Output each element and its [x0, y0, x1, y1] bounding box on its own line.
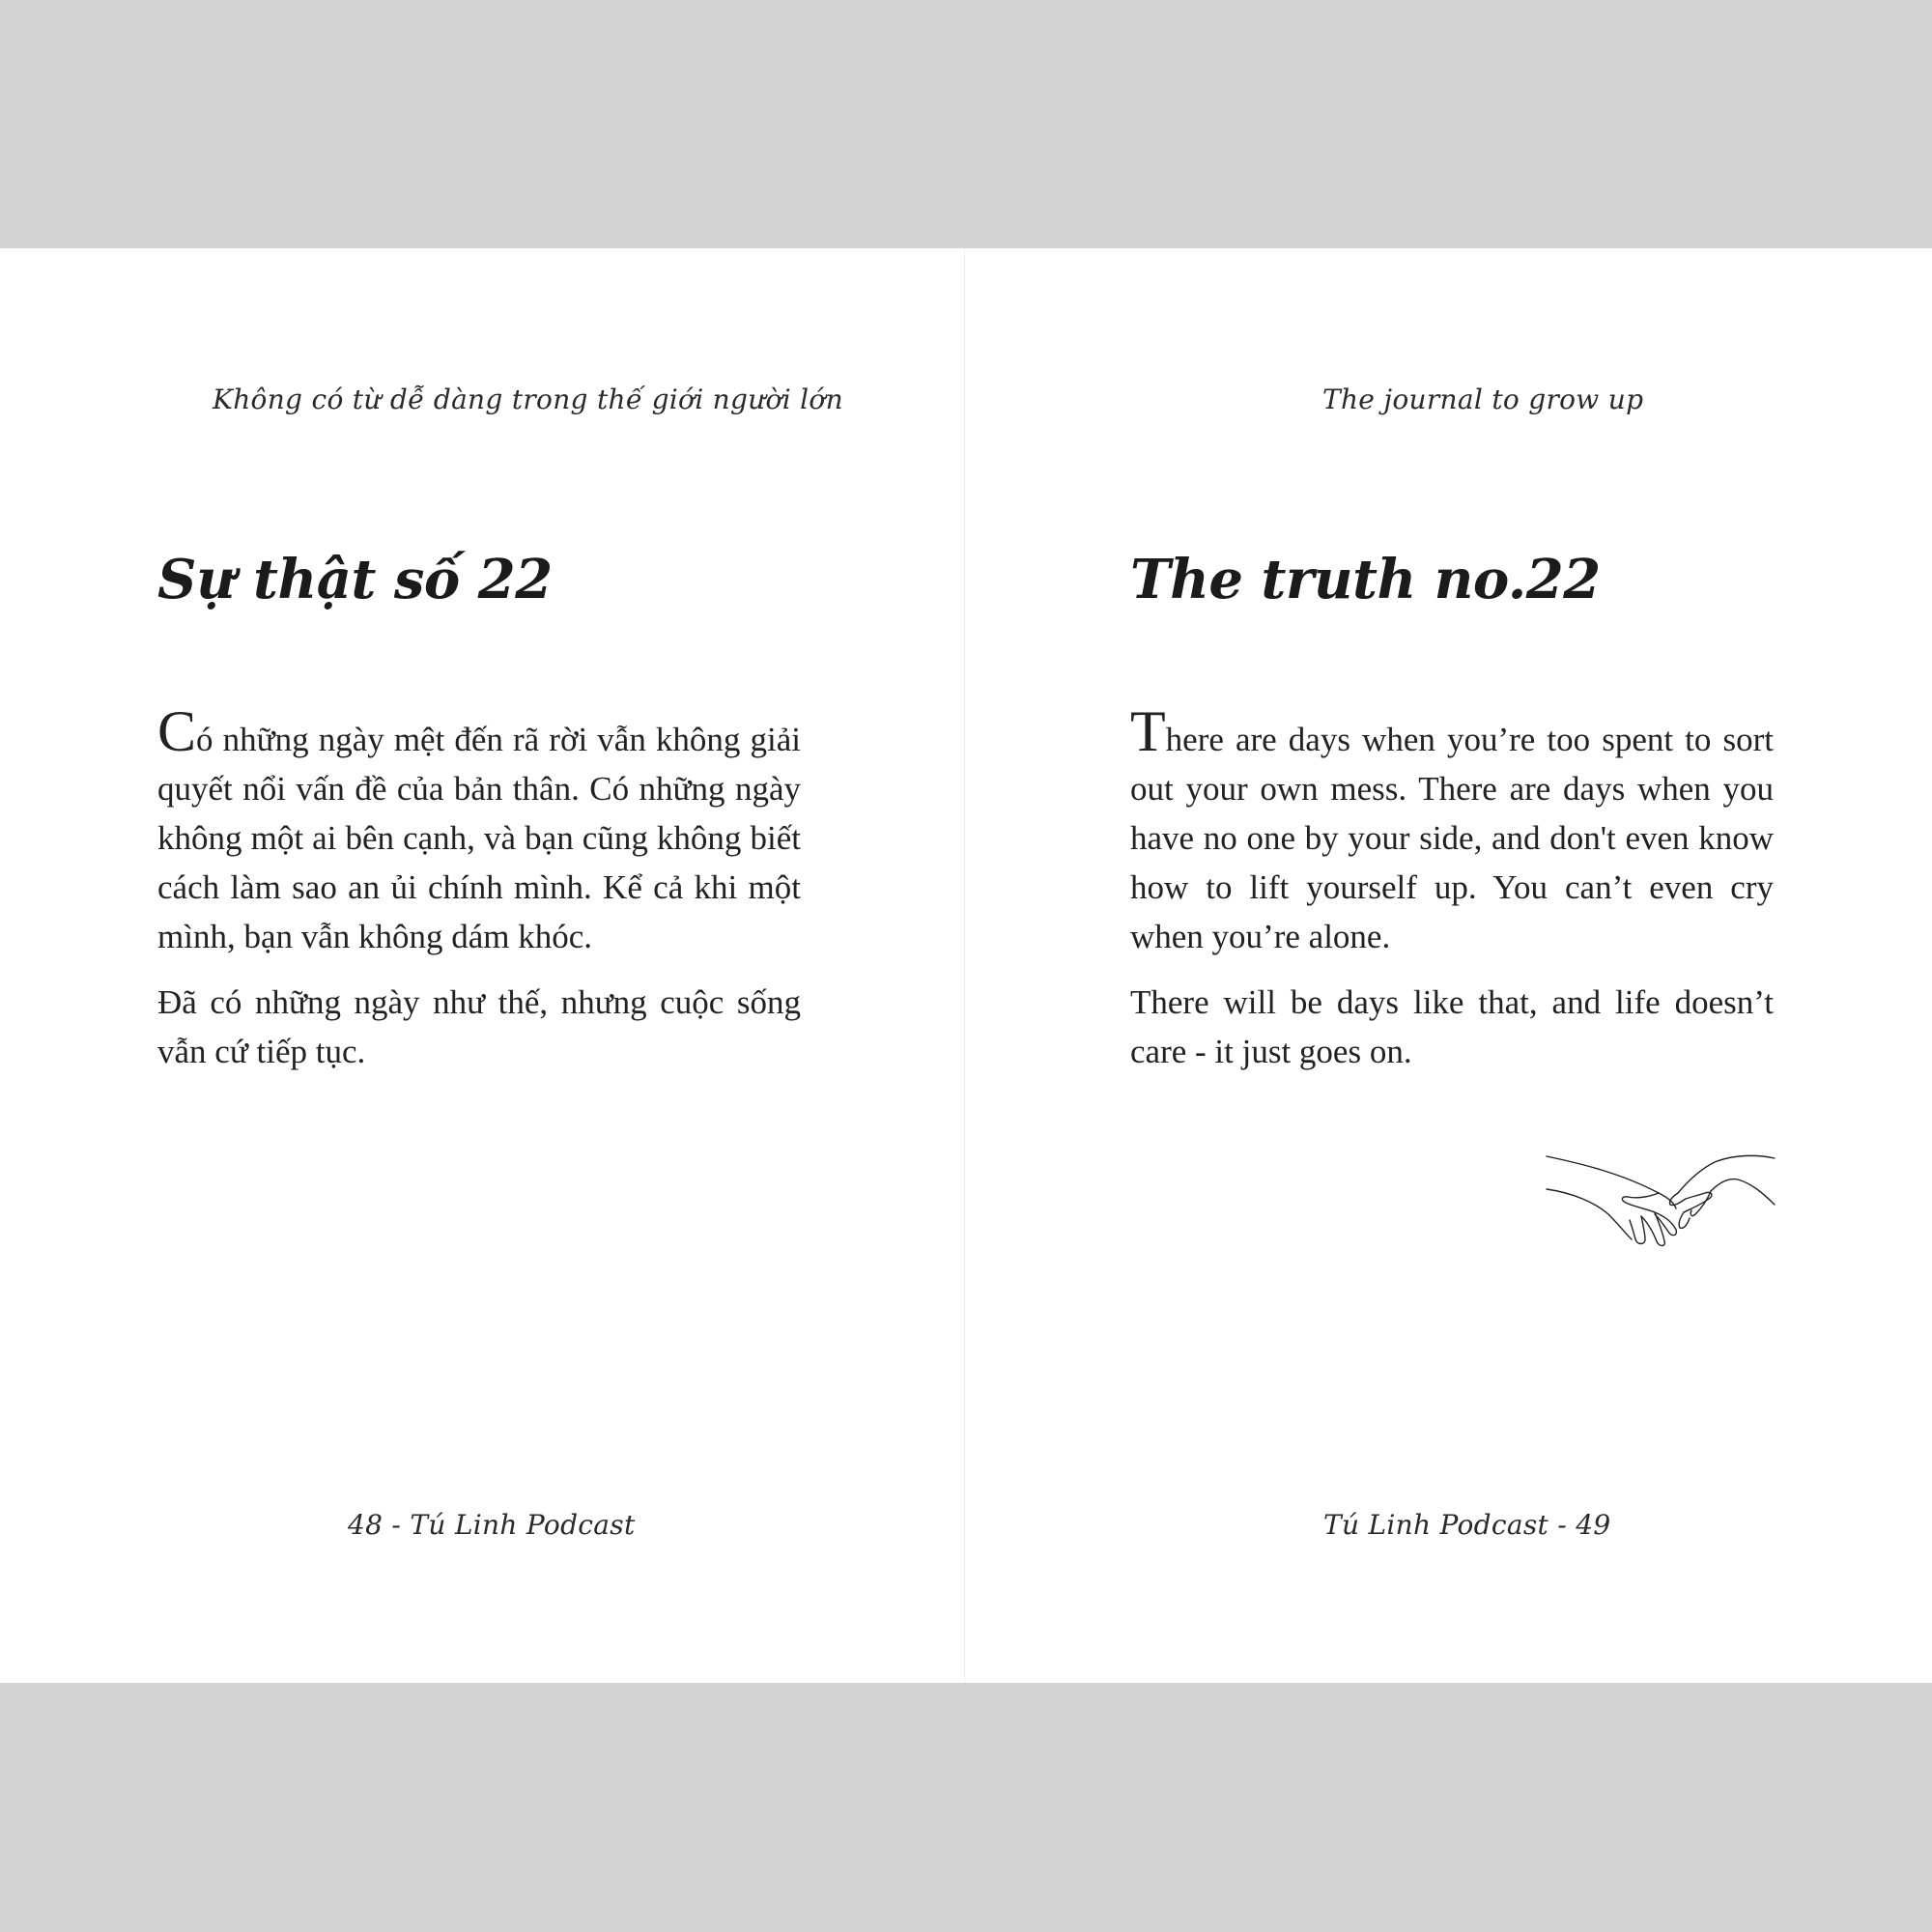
left-page: [0, 248, 964, 1683]
right-page-number: Tú Linh Podcast - 49: [1323, 1509, 1611, 1541]
right-paragraph-1-text: here are days when you’re too spent to sort out your own mess. There are days when you have no one by your side, and don't even know how to lift yourself up. You can’t even cry when you’re alone.: [1130, 721, 1774, 955]
left-paragraph-2: Đã có những ngày như thế, nhưng cuộc sống vẫn cứ tiếp tục.: [157, 983, 801, 1070]
book-spread: [0, 248, 1932, 1683]
left-paragraph-1-text: ó những ngày mệt đến rã rời vẫn không giải quyết nổi vấn đề của bản thân. Có những ngày không một ai bên cạnh, và bạn cũng không biết cách làm sao an ủi chính mình. Kể cả khi một mình, bạn vẫn không dám khóc.: [157, 721, 801, 955]
left-chapter-title: Sự thật số 22: [157, 548, 553, 611]
right-paragraph-1: [1130, 699, 1774, 961]
right-running-head: The journal to grow up: [1322, 384, 1644, 415]
right-drop-cap: T: [1130, 699, 1166, 763]
hands-reaching-icon: [1545, 1154, 1776, 1251]
right-body-text: [1130, 699, 1774, 1093]
left-body-text: [157, 699, 801, 1093]
left-paragraph-1: [157, 699, 801, 961]
right-chapter-title: The truth no.22: [1130, 548, 1601, 611]
left-drop-cap: C: [157, 699, 197, 763]
right-page: [965, 248, 1932, 1683]
left-running-head: Không có từ dễ dàng trong thế giới người lớn: [213, 384, 843, 415]
right-paragraph-2: There will be days like that, and life doesn’t care - it just goes on.: [1130, 983, 1774, 1070]
left-page-number: 48 - Tú Linh Podcast: [348, 1509, 636, 1541]
